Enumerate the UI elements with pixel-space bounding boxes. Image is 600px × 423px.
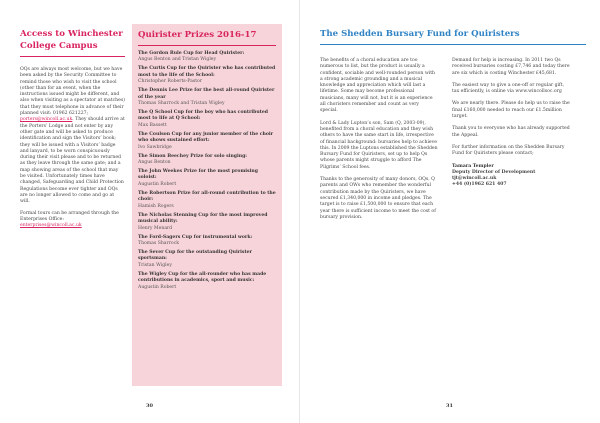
prize-title: The Q School Cup for the boy who has contributed most to life at Q School: — [138, 110, 268, 122]
prize-item — [138, 213, 276, 232]
col2-paragraph: Demand for help is increasing. In 2011 two Qs received bursaries costing £7,746 and today there are six which is costing Winchester £45,681. — [452, 58, 570, 76]
prizes-title: Quirister Prizes 2016-17 — [138, 30, 257, 40]
page-gutter — [299, 0, 300, 423]
prize-winner: Hamish Rogers — [138, 203, 174, 209]
porters-email-link[interactable]: porters@wincoll.ac.uk — [20, 117, 73, 123]
prize-title: The Gordon Rule Cup for Head Quirister: — [138, 51, 245, 56]
col2-paragraph: We are nearly there. Please do help us to raise the final £160,000 needed to reach our £1.5million target. — [452, 101, 570, 120]
prize-winner: Tristan Wigley — [138, 262, 172, 268]
prizes-panel — [132, 24, 282, 386]
prize-title: The Sever Cup for the outstanding Quirister sportsman: — [138, 249, 252, 262]
page-number-right: 31 — [446, 403, 453, 409]
prize-title: The Dennis Lee Prize for the best all-round Quirister of the year — [138, 88, 275, 100]
prize-title: The John Weekes Prize for the most promising soloist: — [138, 169, 258, 181]
col1-paragraph: Lord & Lady Lupton’s son, Sam (Q, 2003-09), benefited from a choral education and they wish others to have the same start in life, irrespective of financial background: bursaries help to achieve this. In 2009 the Luptons established the Shedden Bursary Fund for Quiristers, set up to help Qs whose parents might struggle to afford The Pilgrims’ School fees. — [320, 120, 438, 170]
contact-email[interactable]: tjt@wincoll.ac.uk — [452, 176, 497, 182]
contact-role: Deputy Director of Development — [452, 169, 536, 175]
prize-title: The Curtis Cup for the Quirister who has contributed most to the life of the School: — [138, 66, 276, 78]
bursary-title-rule — [320, 44, 586, 45]
prize-winner: Augustin Robert — [138, 181, 177, 187]
prize-winner: Angus Benton — [138, 160, 171, 166]
prize-item — [138, 132, 276, 151]
prizes-title-rule — [138, 45, 276, 46]
contact-name: Tamara Templer — [452, 163, 494, 169]
bursary-column-1 — [320, 58, 438, 227]
prize-winner: Max Bassett — [138, 122, 167, 128]
prize-item — [138, 110, 276, 129]
prize-winner: Angus Benton and Tristan Wigley — [138, 57, 217, 63]
prize-winner: Augustin Robert — [138, 284, 177, 290]
bursary-column-2 — [452, 58, 570, 189]
prize-item — [138, 272, 276, 291]
prize-title: The Robertson Prize for all-round contribution to the choir: — [138, 190, 276, 203]
bursary-title: The Shedden Bursary Fund for Quiristers — [320, 29, 520, 39]
access-paragraph-1 — [20, 67, 125, 206]
prize-title: The Nicholas Stenning Cup for the most improved musical ability: — [138, 212, 268, 225]
prize-winner: Thomas Sharrock and Tristan Wigley — [138, 101, 225, 107]
prize-item — [138, 154, 276, 167]
prize-item — [138, 250, 276, 269]
page-number-left: 30 — [146, 403, 153, 409]
prize-item — [138, 51, 276, 64]
access-para2-text: Formal tours can be arranged through the Enterprises Office: — [20, 210, 119, 222]
access-section — [20, 28, 125, 234]
contact-phone: +44 (0)1962 621 407 — [452, 182, 507, 188]
prize-winner: Thomas Sharrock — [138, 240, 180, 246]
col2-paragraph: For further information on the Shedden Bursary Fund for Quiristers please contact; — [452, 144, 565, 157]
prize-winner: Ivo Sawbridge — [138, 144, 172, 150]
access-para1-text: OQs are always most welcome, but we have been asked by the Security Committee to remind those who wish to visit the school (other than for an event, when the instructions issued might be different, and also when visiting as a spectator at matches) that they must telephone in advance of their planned visit: 01962 621227; — [20, 67, 125, 117]
prize-item — [138, 191, 276, 210]
col2-paragraph: The easiest way to give a one-off or regular gift, tax efficiently, is online via www.wincollsoc.org — [452, 82, 565, 95]
col1-paragraph: Thanks to the generosity of many donors, OQs, Q parents and OWs who remember the wonderful contribution made by the Quiristers, we have secured £1,340,000 in income and pledges. The target is to raise £1,500,000 to ensure that each year there is sufficient income to meet the cost of bursary provision. — [320, 177, 436, 220]
prize-item — [138, 66, 276, 85]
access-title-rule — [20, 56, 125, 57]
prize-title: The Ford-Sagers Cup for instrumental work: — [138, 234, 253, 240]
enterprises-email-link[interactable]: enterprises@wincoll.ac.uk — [20, 223, 82, 229]
prize-title: The Coulson Cup for any junior member of the choir who shows sustained effort: — [138, 131, 274, 144]
prize-item — [138, 235, 276, 248]
bursary-header — [320, 28, 586, 53]
access-paragraph-2 — [20, 211, 125, 230]
prize-item — [138, 88, 276, 107]
prize-winner: Christopher Roberts-Pastor — [138, 79, 203, 85]
prize-title: The Simon Beechey Prize for solo singing: — [138, 153, 248, 159]
prize-title: The Wigley Cup for the all-rounder who has made contributions in academics, sport and music: — [138, 271, 267, 284]
prize-list — [138, 51, 276, 291]
access-title: Access to Winchester College Campus — [20, 29, 123, 51]
col1-paragraph: The benefits of a choral education are too numerous to list, but the product is usually a confident, sociable and well-rounded person with a strong academic grounding and a musical knowledge and appreciation which will last a lifetime. Some may become professional musicians, many will not, but it is an experience all choristers remember and count as very special. — [320, 58, 436, 114]
contact-block — [452, 164, 570, 189]
access-para1-rest: . They should arrive at the Porters’ Lodge and not enter by any other gate and will be asked to produce identification and sign the Visitors’ book; they will be issued with a Visitors’ badge and lanyard, to be worn conspicuously during their visit please and to be returned as they leave through the same gate; and a map showing areas of the school that may be visited. Unfortunately times have changed, Safeguarding and Child Protection Regulations become ever tighter and OQs are no longer allowed to come and go at will. — [20, 117, 125, 205]
prize-item — [138, 169, 276, 188]
prize-winner: Henry Menard — [138, 225, 173, 231]
col2-paragraph: Thank you to everyone who has already supported the Appeal. — [452, 126, 570, 138]
